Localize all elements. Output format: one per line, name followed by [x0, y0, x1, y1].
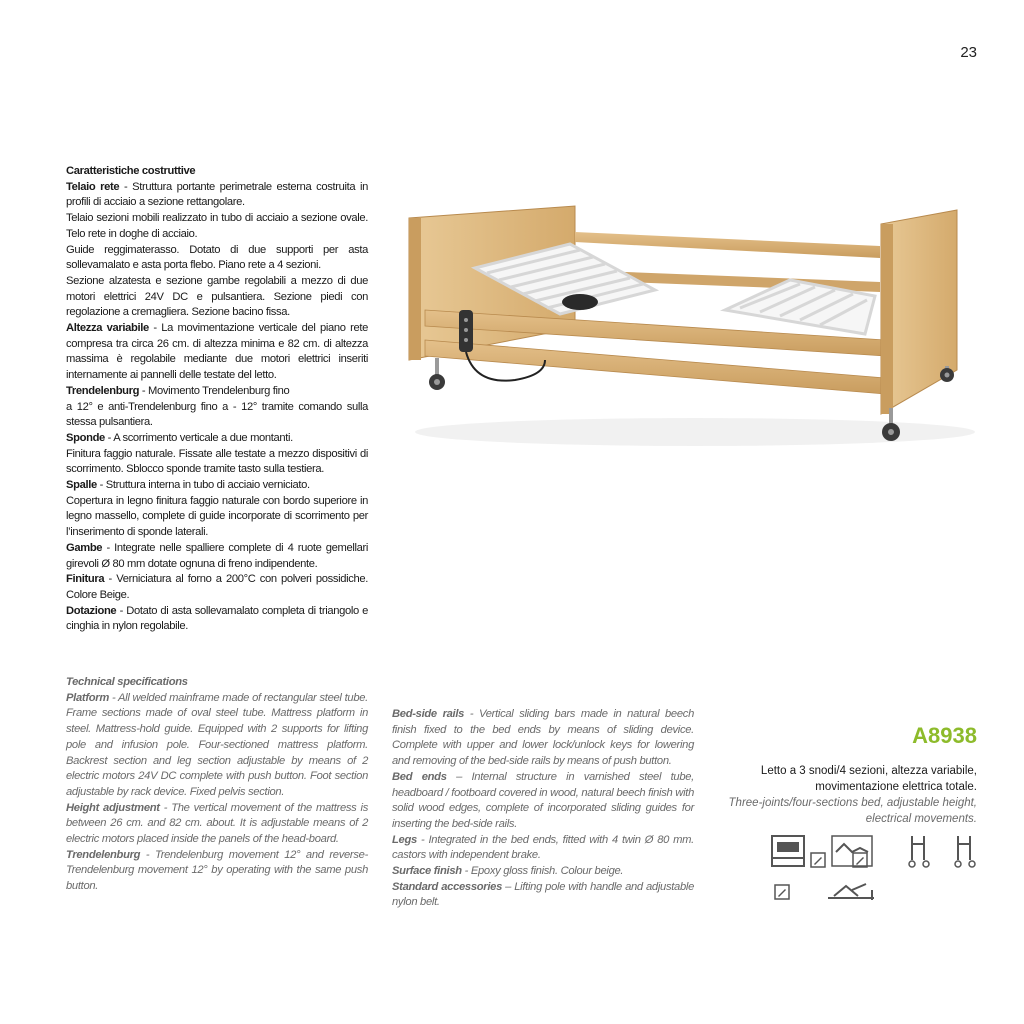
spec-paragraph — [66, 848, 368, 895]
spec-paragraph — [66, 431, 368, 447]
spec-term: Bed-side rails — [392, 708, 465, 720]
pencil-icon — [810, 852, 826, 868]
spec-text: – Internal structure in varnished steel tube, headboard / footboard covered in wood, natural beech finish with solid wood edges, complete of incorporated sliding guides for inserting the bed-side rails. — [392, 770, 694, 830]
spec-term: Altezza variabile — [66, 322, 149, 335]
italian-specifications — [66, 164, 368, 635]
english-specifications-middle — [392, 707, 694, 911]
bed-product-image — [395, 170, 995, 470]
spec-term: Gambe — [66, 541, 103, 554]
english-specifications-left — [66, 675, 368, 895]
spec-term: Dotazione — [66, 604, 117, 617]
spec-paragraph — [66, 801, 368, 848]
spec-text: Guide reggimaterasso. Dotato di due supporti per asta sollevamalato e asta porta flebo. Piano rete a 4 sezioni. — [66, 243, 368, 272]
spec-paragraph — [66, 541, 368, 572]
spec-text: - All welded mainframe made of rectangular steel tube. Frame sections made of oval steel tube. Mattress platform in steel. Mattress-hold guide. Equipped with 2 supports for lifting pole and infusion pole. Four-sectioned mattress platform. Backrest section and leg section adjustable by means of 2 electric motors 24V DC complete with push button. Foot section adjustable by rack device. Fixed pelvis section. — [66, 691, 368, 798]
spec-text: - La movimentazione verticale del piano rete compresa tra circa 26 cm. di altezza minima e 82 cm. di altezza massima è regolabile mediante due motori elettrici inseriti internamente ai pannelli delle testate del letto. — [66, 322, 368, 382]
spec-text: - Epoxy gloss finish. Colour beige. — [461, 865, 624, 878]
spec-term: Spalle — [66, 479, 97, 492]
spec-paragraph — [66, 447, 368, 478]
castor-legs-icon — [908, 834, 932, 868]
castor-legs-icon — [954, 834, 978, 868]
spec-paragraph — [66, 243, 368, 274]
spec-term: Bed ends — [392, 770, 447, 783]
spec-term: Telaio rete — [66, 180, 120, 193]
spec-term: Trendelenburg — [66, 384, 140, 397]
spec-text: - Integrated in the bed ends, fitted with 4 twin Ø 80 mm. castors with independent brake. — [392, 833, 694, 862]
spec-paragraph — [392, 833, 694, 864]
spec-paragraph — [66, 211, 368, 242]
product-code: A8938 — [912, 723, 977, 748]
spec-term: Platform — [66, 691, 109, 704]
spec-text: - Dotato di asta sollevamalato completa di triangolo e cinghia in nylon regolabile. — [66, 604, 368, 633]
spec-term: Finitura — [66, 573, 105, 586]
spec-paragraph — [66, 274, 368, 321]
spec-text: a 12° e anti-Trendelenburg fino a - 12° tramite comando sulla stessa pulsantiera. — [66, 400, 368, 429]
spec-paragraph — [66, 478, 368, 494]
spec-paragraph — [66, 384, 368, 400]
spec-term: Sponde — [66, 431, 105, 444]
spec-text: Copertura in legno finitura faggio naturale con bordo superiore in legno massello, complete di guide incorporate di scorrimento per l’inserimento di sponde laterali. — [66, 494, 368, 539]
spec-paragraph — [392, 707, 694, 770]
spec-text: - Verniciatura al forno a 200°C con polveri possidiche. Colore Beige. — [66, 573, 368, 601]
spec-text: - Struttura interna in tubo di acciaio verniciato. — [96, 479, 310, 492]
spec-paragraph — [66, 494, 368, 541]
spec-paragraph — [392, 770, 694, 833]
spec-term: Standard accessories — [392, 880, 503, 893]
pencil-icon — [852, 852, 868, 868]
spec-text: - Movimento Trendelenburg fino — [139, 384, 290, 397]
spec-paragraph — [392, 880, 694, 911]
spec-term: Surface finish — [392, 865, 462, 878]
page-number: 23 — [960, 44, 977, 61]
spec-paragraph — [66, 604, 368, 635]
spec-paragraph — [66, 321, 368, 384]
spec-paragraph — [66, 572, 368, 603]
spec-term: Legs — [392, 833, 417, 846]
spec-text: – Lifting pole with handle and adjustable nylon belt. — [392, 880, 694, 909]
trendelenburg-icon — [826, 878, 876, 904]
spec-heading: Caratteristiche costruttive — [66, 165, 196, 177]
spec-text: Sezione alzatesta e sezione gambe regolabili a mezzo di due motori elettrici 24V DC e pulsantiera. Sezione piedi con regolazione a cremagliera. Sezione bacino fissa. — [66, 274, 368, 319]
spec-paragraph — [392, 864, 694, 880]
spec-paragraph — [66, 691, 368, 801]
spec-text: Finitura faggio naturale. Fissate alle testate a mezzo dispositivi di scorrimento. Sblocco sponde tramite tasto sulla testiera. — [66, 447, 368, 476]
product-description-en: Three-joints/four-sections bed, adjustable height, electrical movements. — [728, 797, 977, 825]
spec-term: Height adjustment — [66, 801, 160, 814]
spec-text: - A scorrimento verticale a due montanti. — [104, 431, 293, 444]
bed-end-icon — [770, 832, 806, 868]
spec-paragraph — [66, 180, 368, 211]
spec-heading: Technical specifications — [66, 676, 188, 688]
spec-paragraph — [66, 400, 368, 431]
product-description-it: Letto a 3 snodi/4 sezioni, altezza variabile, movimentazione elettrica totale. — [760, 765, 977, 793]
spec-text: - Integrate nelle spalliere complete di 4 ruote gemellari girevoli Ø 80 mm dotate ognuna di freno indipendente. — [66, 541, 368, 570]
spec-text: - Vertical sliding bars made in natural beech finish fixed to the bed ends by means of sliding device. Complete with upper and lower lock/unlock keys for lowering and removing of the bed-side rails by means of push button. — [392, 708, 694, 768]
spec-term: Trendelenburg — [66, 848, 141, 861]
pencil-icon — [774, 884, 790, 900]
feature-icons-row — [770, 878, 880, 908]
spec-text: - Struttura portante perimetrale esterna costruita in profili di acciaio a sezione rettangolare. — [66, 180, 369, 209]
spec-text: - The vertical movement of the mattress is between 26 cm. and 82 cm. about. It is adjustable means of 2 electric motors placed inside the panels of the head-board. — [66, 801, 368, 846]
feature-icons-row — [770, 832, 980, 872]
spec-text: - Trendelenburg movement 12° and reverse-Trendelenburg movement 12° by operating with the same push button. — [66, 848, 368, 893]
spec-text: Telaio sezioni mobili realizzato in tubo di acciaio a sezione ovale. Telo rete in doghe di acciaio. — [66, 212, 368, 240]
